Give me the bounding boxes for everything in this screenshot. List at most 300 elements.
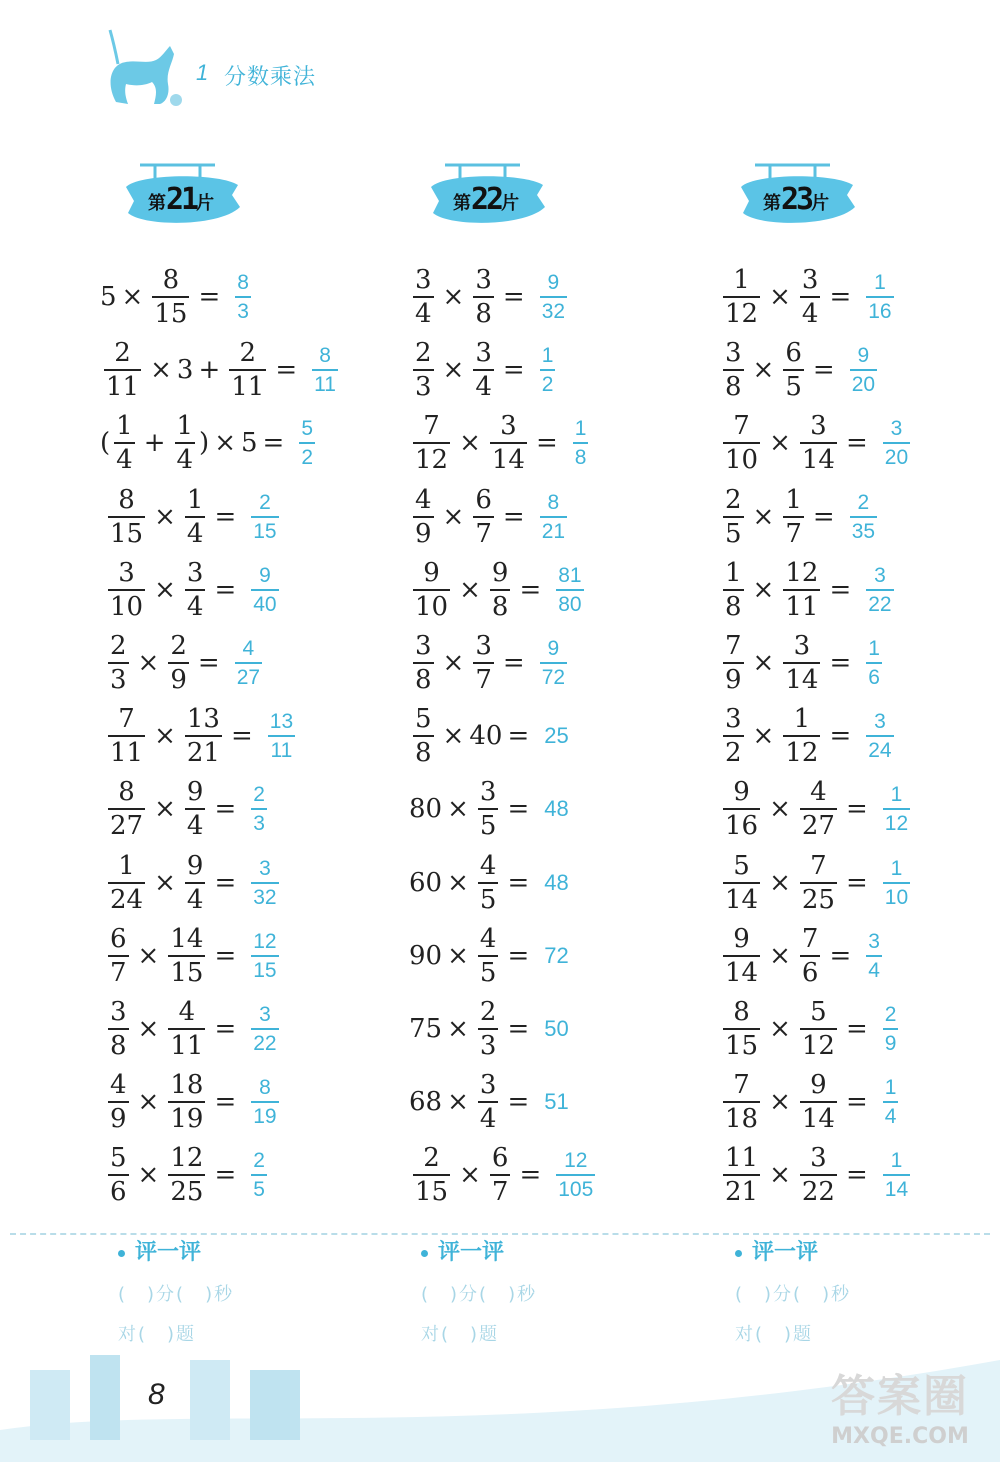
operator: × <box>769 282 791 312</box>
numerator: 8 <box>162 265 180 295</box>
denominator: 8 <box>574 446 587 470</box>
problem-row <box>104 1069 283 1135</box>
fraction <box>229 338 266 403</box>
equals-sign: = <box>197 648 220 678</box>
equals-sign: = <box>829 282 852 312</box>
number: 3 <box>176 355 194 386</box>
denominator: 8 <box>415 738 432 769</box>
answer-fraction <box>883 784 910 834</box>
problem-row <box>719 996 902 1062</box>
numerator: 12 <box>785 557 819 588</box>
denominator: 27 <box>110 811 144 842</box>
number: 80 <box>409 794 443 825</box>
review-time: ( )分( )秒 <box>118 1284 235 1305</box>
answer-fraction <box>850 345 877 395</box>
fraction <box>473 267 494 327</box>
equals-sign: = <box>845 1087 868 1118</box>
denominator: 4 <box>415 299 432 329</box>
fraction <box>478 1070 499 1135</box>
numerator: 2 <box>423 1143 440 1174</box>
problem-row <box>409 776 569 842</box>
fraction <box>185 850 206 915</box>
operator: × <box>150 355 172 386</box>
review-title: 评一评 <box>118 1235 358 1266</box>
denominator: 5 <box>253 1178 265 1202</box>
operator: × <box>137 1160 160 1191</box>
denominator: 5 <box>479 957 497 988</box>
numerator: 2 <box>253 783 265 807</box>
number: 5 <box>100 282 117 312</box>
equals-sign: = <box>502 282 525 312</box>
fraction <box>723 850 760 915</box>
equals-sign: = <box>502 648 525 678</box>
problem-row <box>719 923 886 989</box>
fraction <box>108 484 145 549</box>
denominator: 11 <box>106 372 140 403</box>
answer-fraction <box>573 418 589 468</box>
divider-line <box>10 1233 990 1235</box>
numerator: 8 <box>733 997 750 1027</box>
answer-fraction <box>883 1150 910 1200</box>
watermark-url: MXQE.COM <box>831 1424 969 1449</box>
numerator: 3 <box>801 265 819 295</box>
numerator: 9 <box>491 557 509 588</box>
numerator: 6 <box>491 1143 509 1174</box>
numerator: 3 <box>810 1143 827 1174</box>
operator: × <box>214 428 236 459</box>
denominator: 32 <box>541 300 566 323</box>
numerator: 2 <box>415 338 432 369</box>
numerator: 13 <box>186 704 220 735</box>
fraction <box>723 704 744 769</box>
denominator: 21 <box>725 1177 759 1208</box>
fraction <box>478 923 499 988</box>
problem-row <box>100 337 342 403</box>
denominator: 22 <box>868 592 892 616</box>
operator: × <box>154 574 176 605</box>
problem-row <box>104 923 283 989</box>
numerator: 8 <box>118 777 135 808</box>
denominator: 14 <box>801 1104 835 1135</box>
numerator: 5 <box>301 417 314 441</box>
denominator: 15 <box>110 518 144 549</box>
fraction <box>473 338 494 403</box>
numerator: 3 <box>725 704 742 735</box>
numerator: 3 <box>186 557 204 588</box>
numerator: 18 <box>170 1070 204 1101</box>
answer-fraction <box>251 565 278 615</box>
numerator: 3 <box>475 631 492 661</box>
numerator: 3 <box>500 411 517 442</box>
problem-row <box>719 776 914 842</box>
problem-row <box>719 264 898 330</box>
numerator: 9 <box>810 1070 827 1101</box>
problem-row <box>104 484 283 550</box>
denominator: 15 <box>415 1177 449 1208</box>
numerator: 7 <box>810 850 827 881</box>
denominator: 10 <box>110 591 144 622</box>
denominator: 4 <box>801 299 819 329</box>
numerator: 2 <box>479 997 497 1027</box>
badge-label <box>120 182 242 217</box>
badge-suffix: 片 <box>196 193 215 214</box>
problem-row <box>104 776 271 842</box>
operator: × <box>769 867 791 898</box>
fraction <box>800 923 821 988</box>
denominator: 7 <box>785 518 802 549</box>
equals-sign: = <box>519 574 542 605</box>
fraction <box>478 999 499 1059</box>
answer-fraction <box>312 345 338 395</box>
numerator: 7 <box>733 411 750 442</box>
review-time: ( )分( )秒 <box>735 1284 852 1305</box>
fraction <box>783 633 820 693</box>
numerator: 1 <box>890 783 903 807</box>
problem-row <box>409 923 569 989</box>
fraction <box>723 777 760 842</box>
badge-number: 21 <box>165 182 197 217</box>
denominator: 10 <box>884 885 909 909</box>
numerator: 5 <box>733 850 750 881</box>
answer-number: 48 <box>544 869 569 895</box>
numerator: 3 <box>479 1070 497 1101</box>
fraction <box>723 267 760 327</box>
denominator: 7 <box>110 957 127 988</box>
numerator: 3 <box>890 417 903 441</box>
numerator: 3 <box>475 265 492 295</box>
answer-fraction <box>850 492 877 542</box>
numerator: 5 <box>415 704 432 735</box>
denominator: 11 <box>785 591 819 622</box>
answer-fraction <box>883 418 910 468</box>
denominator: 8 <box>725 372 742 403</box>
fraction <box>723 411 760 476</box>
numerator: 9 <box>857 344 870 368</box>
denominator: 11 <box>231 372 265 403</box>
operator: × <box>459 1160 481 1191</box>
denominator: 12 <box>415 445 449 476</box>
numerator: 2 <box>114 338 131 369</box>
number: 75 <box>409 1014 443 1044</box>
answer-fraction <box>866 931 882 981</box>
denominator: 6 <box>868 666 880 689</box>
denominator: 21 <box>186 738 220 769</box>
problem-row <box>104 630 266 696</box>
numerator: 1 <box>874 271 886 294</box>
numerator: 6 <box>475 484 492 515</box>
denominator: 105 <box>558 1178 594 1202</box>
numerator: 3 <box>725 338 742 369</box>
review-correct: 对( )题 <box>118 1324 197 1345</box>
problem-row <box>409 630 571 696</box>
answer-fraction <box>556 565 583 615</box>
operator: × <box>769 1160 791 1191</box>
numerator: 3 <box>415 265 432 295</box>
denominator: 4 <box>479 1104 497 1135</box>
problem-row <box>100 264 255 330</box>
fraction <box>800 850 837 915</box>
denominator: 9 <box>110 1104 127 1135</box>
answer-fraction <box>268 711 295 761</box>
numerator: 1 <box>884 1076 897 1100</box>
equals-sign: = <box>214 501 237 532</box>
numerator: 3 <box>475 338 492 369</box>
numerator: 9 <box>547 271 560 294</box>
denominator: 27 <box>801 811 835 842</box>
equals-sign: = <box>214 1014 237 1044</box>
numerator: 3 <box>874 563 886 587</box>
number: ( <box>100 428 111 459</box>
operator: × <box>459 574 481 605</box>
problem-row <box>719 850 914 916</box>
denominator: 11 <box>270 739 293 763</box>
numerator: 13 <box>269 710 294 734</box>
denominator: 7 <box>475 665 492 695</box>
denominator: 19 <box>253 1105 277 1129</box>
fraction <box>473 484 494 549</box>
problem-row <box>104 703 299 769</box>
answer-fraction <box>883 1077 899 1127</box>
operator: + <box>198 355 221 386</box>
answer-fraction <box>251 1004 278 1054</box>
number: 90 <box>409 940 443 971</box>
equals-sign: = <box>812 355 835 386</box>
denominator: 72 <box>541 666 566 689</box>
equals-sign: = <box>214 867 237 898</box>
denominator: 22 <box>253 1032 277 1055</box>
denominator: 8 <box>475 299 492 329</box>
answer-fraction <box>540 638 567 688</box>
numerator: 1 <box>793 704 811 735</box>
fraction <box>185 484 206 549</box>
operator: × <box>447 867 469 898</box>
equals-sign: = <box>845 1014 868 1044</box>
numerator: 9 <box>733 923 750 954</box>
operator: × <box>769 428 791 459</box>
answer-fraction <box>883 858 910 908</box>
denominator: 2 <box>301 446 314 470</box>
numerator: 9 <box>547 637 560 660</box>
numerator: 6 <box>785 338 802 369</box>
operator: × <box>769 1087 791 1118</box>
answer-fraction <box>251 492 278 542</box>
problem-row <box>409 337 559 403</box>
number: 5 <box>241 428 258 459</box>
badge-number: 23 <box>780 182 812 217</box>
denominator: 14 <box>491 445 525 476</box>
operator: × <box>447 940 469 971</box>
numerator: 12 <box>253 929 277 953</box>
numerator: 4 <box>810 777 827 808</box>
numerator: 4 <box>110 1070 127 1101</box>
denominator: 4 <box>186 518 204 549</box>
numerator: 5 <box>110 1143 127 1174</box>
operator: × <box>752 501 775 532</box>
denominator: 18 <box>725 1104 759 1135</box>
numerator: 81 <box>558 563 582 587</box>
fraction <box>783 338 804 403</box>
denominator: 5 <box>479 884 497 915</box>
equals-sign: = <box>507 940 530 971</box>
denominator: 10 <box>415 591 449 622</box>
numerator: 3 <box>415 631 432 661</box>
fraction <box>185 777 206 842</box>
fraction <box>168 633 189 693</box>
denominator: 9 <box>725 665 742 695</box>
denominator: 14 <box>725 957 759 988</box>
watermark <box>800 1360 1000 1449</box>
fraction <box>413 338 434 403</box>
denominator: 20 <box>884 446 909 470</box>
denominator: 11 <box>110 738 144 769</box>
fraction <box>723 1143 760 1208</box>
answer-fraction <box>251 1150 267 1200</box>
badge-label <box>425 182 547 217</box>
equals-sign: = <box>829 648 852 678</box>
number: 68 <box>409 1087 443 1118</box>
cat-logo-icon <box>96 24 191 109</box>
answer-fraction <box>866 638 882 688</box>
numerator: 14 <box>170 923 204 954</box>
denominator: 9 <box>415 518 432 549</box>
numerator: 3 <box>110 997 127 1027</box>
fraction <box>104 338 141 403</box>
operator: × <box>137 1014 160 1044</box>
denominator: 3 <box>237 300 249 323</box>
equals-sign: = <box>214 940 237 971</box>
operator: × <box>137 648 160 678</box>
operator: × <box>752 355 775 386</box>
numerator: 3 <box>868 929 880 953</box>
fraction <box>490 1143 511 1208</box>
numerator: 4 <box>242 637 255 660</box>
equals-sign: = <box>812 501 835 532</box>
numerator: 9 <box>423 557 440 588</box>
answer-fraction <box>883 1004 899 1054</box>
equals-sign: = <box>845 867 868 898</box>
denominator: 15 <box>253 519 277 543</box>
numerator: 3 <box>874 710 886 734</box>
fraction <box>783 704 820 769</box>
badge-prefix: 第 <box>762 193 781 214</box>
numerator: 7 <box>118 704 135 735</box>
operator: × <box>137 1087 160 1118</box>
answer-fraction <box>235 272 251 322</box>
denominator: 24 <box>110 884 144 915</box>
problem-row <box>719 703 898 769</box>
watermark-logo: 答案圈 <box>831 1371 969 1422</box>
fraction <box>413 411 450 476</box>
denominator: 27 <box>236 666 261 689</box>
problem-row <box>409 484 571 550</box>
equals-sign: = <box>214 1160 237 1191</box>
denominator: 40 <box>253 592 277 616</box>
answer-fraction <box>251 858 278 908</box>
badge-suffix: 片 <box>811 193 830 214</box>
numerator: 6 <box>110 923 127 954</box>
answer-fraction <box>299 418 315 468</box>
denominator: 4 <box>176 445 194 476</box>
operator: + <box>143 428 166 459</box>
numerator: 7 <box>725 631 742 661</box>
fraction <box>723 338 744 403</box>
fraction <box>108 777 145 842</box>
section-badge <box>120 135 260 235</box>
operator: × <box>137 940 160 971</box>
denominator: 4 <box>186 811 204 842</box>
numerator: 12 <box>170 1143 204 1174</box>
fraction <box>413 704 434 769</box>
answer-fraction <box>866 711 893 761</box>
numerator: 8 <box>237 271 249 294</box>
problem-row <box>719 484 881 550</box>
number: 40 <box>469 721 503 752</box>
denominator: 7 <box>475 518 492 549</box>
denominator: 12 <box>725 299 759 329</box>
denominator: 14 <box>801 445 835 476</box>
numerator: 1 <box>725 557 742 588</box>
problem-row <box>104 850 283 916</box>
equals-sign: = <box>507 1087 530 1118</box>
denominator: 6 <box>801 957 819 988</box>
fraction <box>723 557 744 622</box>
numerator: 7 <box>801 923 819 954</box>
denominator: 3 <box>110 665 127 695</box>
numerator: 3 <box>259 856 271 880</box>
fraction <box>168 1143 205 1208</box>
review-time: ( )分( )秒 <box>421 1284 538 1305</box>
denominator: 6 <box>110 1177 127 1208</box>
fraction <box>108 704 145 769</box>
fraction <box>783 484 804 549</box>
fraction <box>152 267 189 327</box>
fraction <box>108 633 129 693</box>
problem-row <box>409 410 592 476</box>
fraction <box>413 557 450 622</box>
numerator: 2 <box>239 338 257 369</box>
denominator: 20 <box>851 373 876 397</box>
answer-fraction <box>866 272 893 322</box>
fraction <box>800 999 837 1059</box>
denominator: 7 <box>491 1177 509 1208</box>
operator: × <box>121 282 144 312</box>
denominator: 5 <box>479 811 497 842</box>
problem-row <box>409 557 588 623</box>
fraction <box>473 633 494 693</box>
fraction <box>413 1143 450 1208</box>
fraction <box>800 267 821 327</box>
numerator: 1 <box>868 637 880 660</box>
denominator: 25 <box>170 1177 204 1208</box>
denominator: 10 <box>725 445 759 476</box>
denominator: 24 <box>868 739 892 763</box>
denominator: 11 <box>170 1031 204 1061</box>
page-number: 8 <box>148 1378 165 1411</box>
fraction <box>168 999 205 1059</box>
fraction <box>800 1070 837 1135</box>
fraction <box>413 484 434 549</box>
problem-row <box>409 1142 599 1208</box>
fraction <box>168 923 205 988</box>
equals-sign: = <box>829 940 852 971</box>
denominator: 16 <box>868 300 892 323</box>
denominator: 12 <box>801 1031 835 1061</box>
fraction <box>723 633 744 693</box>
answer-number: 48 <box>544 796 569 822</box>
fraction <box>114 411 135 476</box>
equals-sign: = <box>502 501 525 532</box>
numerator: 3 <box>118 557 135 588</box>
